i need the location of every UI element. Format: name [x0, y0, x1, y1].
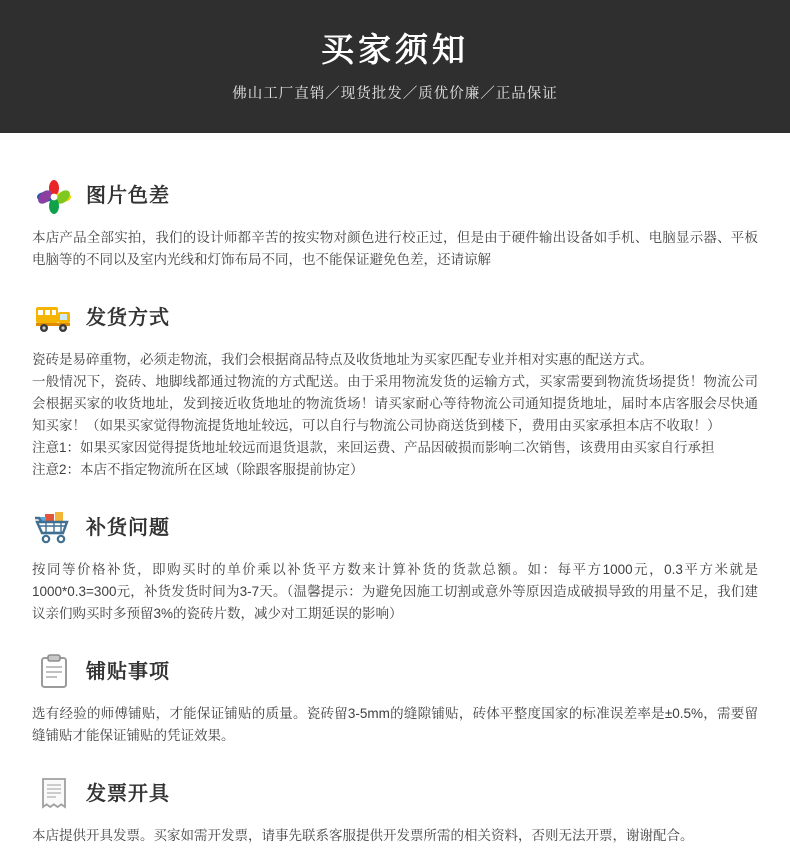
paragraph: 瓷砖是易碎重物，必须走物流，我们会根据商品特点及收货地址为买家匹配专业并相对实惠的配送方式。 — [32, 352, 653, 367]
section-title: 铺贴事项 — [86, 661, 170, 683]
content-area — [0, 175, 790, 847]
section-title: 补货问题 — [86, 517, 170, 539]
paragraph: 注意1：如果买家因觉得提货地址较远而退货退款，来回运费、产品因破损而影响二次销售，该费用由买家自行承担 — [32, 440, 715, 455]
clipboard-icon — [32, 651, 76, 693]
section-restock — [32, 507, 758, 625]
section-body — [32, 227, 758, 271]
page-banner — [0, 0, 790, 133]
color-wheel-icon — [32, 175, 76, 217]
paragraph: 一般情况下，瓷砖、地脚线都通过物流的方式配送。由于采用物流发货的运输方式，买家需要到物流货场提货！物流公司会根据买家的收货地址，发到接近收货地址的物流货场！请买家耐心等待物流公司通知提货地址，届时本店客服会尽快通知买家！（如果买家觉得物流提货地址较远，可以自行与物流公司协商送货到楼下，费用由买家承担本店不收取！） — [32, 374, 758, 433]
shopping-cart-icon — [32, 507, 76, 549]
page-title: 买家须知 — [321, 31, 469, 68]
paragraph: 按同等价格补货，即购买时的单价乘以补货平方数来计算补货的货款总额。如：每平方1000元，0.3平方米就是1000*0.3=300元，补货发货时间为3-7天。（温馨提示：为避免因施工切割或意外等原因造成破损导致的用量不足，我们建议亲们购买时多预留3%的瓷砖片数，减少对工期延误的影响） — [32, 562, 758, 621]
paragraph: 选有经验的师傅铺贴，才能保证铺贴的质量。瓷砖留3-5mm的缝隙铺贴，砖体平整度国家的标准误差率是±0.5%，需要留缝铺贴才能保证铺贴的凭证效果。 — [32, 706, 758, 743]
section-body — [32, 825, 758, 847]
section-header — [32, 175, 758, 217]
paragraph: 本店产品全部实拍，我们的设计师都辛苦的按实物对颜色进行校正过，但是由于硬件输出设备如手机、电脑显示器、平板电脑等的不同以及室内光线和灯饰布局不同，也不能保证避免色差，还请谅解 — [32, 230, 758, 267]
section-header — [32, 773, 758, 815]
section-header — [32, 651, 758, 693]
section-title: 发票开具 — [86, 783, 170, 805]
section-shipping-method — [32, 297, 758, 481]
section-header — [32, 507, 758, 549]
section-installation-notes — [32, 651, 758, 747]
section-title: 发货方式 — [86, 307, 170, 329]
delivery-truck-icon — [32, 297, 76, 339]
invoice-icon — [32, 773, 76, 815]
paragraph: 注意2：本店不指定物流所在区域（除跟客服提前协定） — [32, 462, 364, 477]
section-body — [32, 703, 758, 747]
section-body — [32, 559, 758, 625]
section-body — [32, 349, 758, 481]
section-title: 图片色差 — [86, 185, 170, 207]
section-color-difference — [32, 175, 758, 271]
section-invoice — [32, 773, 758, 847]
section-header — [32, 297, 758, 339]
page-subtitle: 佛山工厂直销／现货批发／质优价廉／正品保证 — [232, 85, 558, 102]
paragraph: 本店提供开具发票。买家如需开发票，请事先联系客服提供开发票所需的相关资料，否则无法开票，谢谢配合。 — [32, 828, 694, 843]
